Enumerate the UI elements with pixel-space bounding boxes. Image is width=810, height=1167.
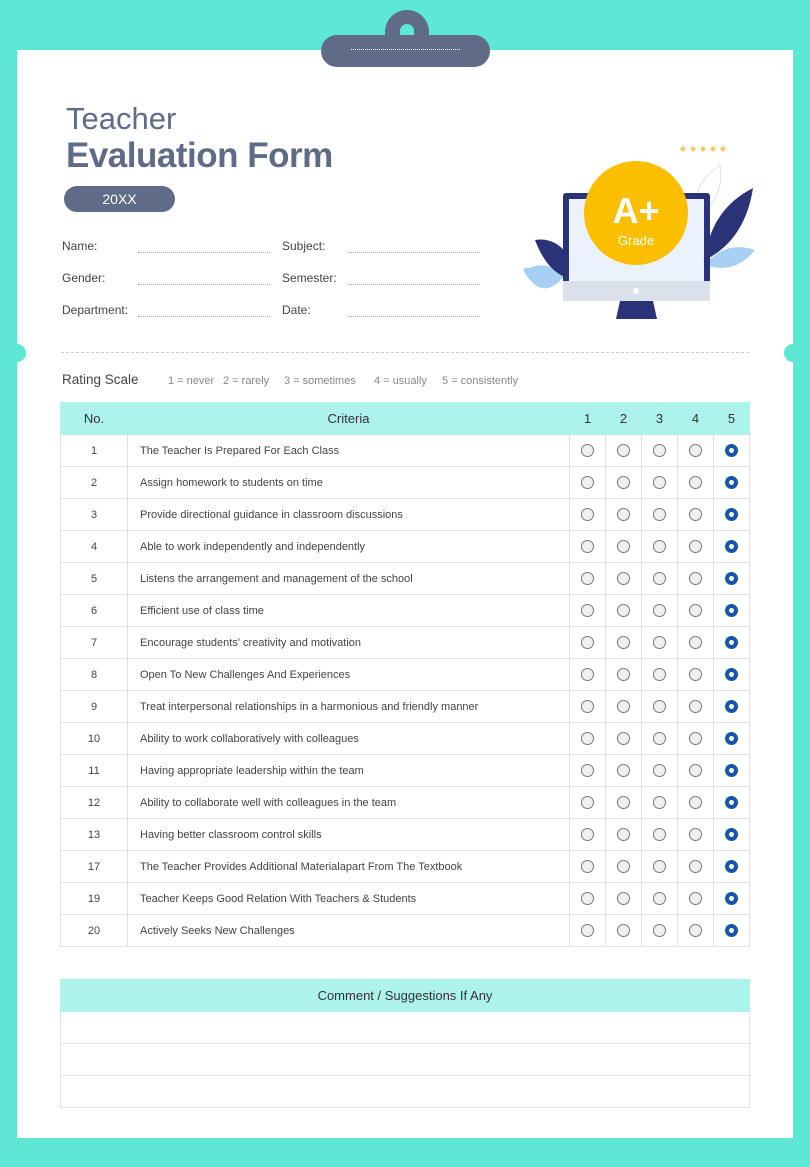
- rating-radio-1[interactable]: [581, 636, 594, 649]
- rating-radio-2[interactable]: [617, 860, 630, 873]
- rating-radio-1[interactable]: [581, 700, 594, 713]
- rating-radio-5[interactable]: [725, 444, 738, 457]
- rating-scale-item: 2 = rarely: [223, 375, 270, 387]
- rating-cell: [678, 915, 714, 947]
- rating-radio-2[interactable]: [617, 604, 630, 617]
- rating-cell: [678, 467, 714, 499]
- rating-radio-2[interactable]: [617, 892, 630, 905]
- rating-cell: [606, 499, 642, 531]
- rating-radio-5[interactable]: [725, 508, 738, 521]
- table-row: [61, 883, 750, 915]
- rating-cell: [642, 787, 678, 819]
- rating-cell: [714, 819, 750, 851]
- rating-radio-5[interactable]: [725, 540, 738, 553]
- notch-right: [784, 344, 802, 362]
- rating-radio-1[interactable]: [581, 572, 594, 585]
- rating-cell: [606, 467, 642, 499]
- rating-radio-3[interactable]: [653, 444, 666, 457]
- rating-scale-item: 5 = consistently: [442, 375, 519, 387]
- table-row: [61, 787, 750, 819]
- rating-radio-1[interactable]: [581, 828, 594, 841]
- name-field[interactable]: [138, 252, 270, 253]
- rating-cell: [642, 627, 678, 659]
- rating-cell: [642, 531, 678, 563]
- rating-cell: [678, 627, 714, 659]
- rating-cell: [570, 435, 606, 467]
- rating-cell: [714, 659, 750, 691]
- rating-cell: [606, 723, 642, 755]
- rating-radio-3[interactable]: [653, 828, 666, 841]
- rating-radio-1[interactable]: [581, 892, 594, 905]
- semester-field[interactable]: [348, 284, 480, 285]
- rating-radio-5[interactable]: [725, 764, 738, 777]
- title-line1: Teacher: [66, 101, 177, 136]
- row-number: 10: [61, 723, 128, 755]
- row-number: 13: [61, 819, 128, 851]
- rating-radio-1[interactable]: [581, 444, 594, 457]
- rating-cell: [642, 883, 678, 915]
- rating-cell: [714, 627, 750, 659]
- rating-cell: [714, 467, 750, 499]
- rating-cell: [642, 723, 678, 755]
- table-row: [61, 499, 750, 531]
- rating-cell: [642, 499, 678, 531]
- rating-radio-2[interactable]: [617, 732, 630, 745]
- rating-radio-3[interactable]: [653, 508, 666, 521]
- row-number: 19: [61, 883, 128, 915]
- rating-radio-3[interactable]: [653, 924, 666, 937]
- rating-cell: [678, 883, 714, 915]
- rating-cell: [570, 499, 606, 531]
- row-criteria: The Teacher Is Prepared For Each Class: [128, 435, 570, 467]
- rating-cell: [714, 595, 750, 627]
- rating-cell: [570, 531, 606, 563]
- rating-radio-4[interactable]: [689, 924, 702, 937]
- rating-radio-5[interactable]: [725, 700, 738, 713]
- rating-cell: [570, 659, 606, 691]
- rating-radio-1[interactable]: [581, 604, 594, 617]
- rating-cell: [678, 563, 714, 595]
- rating-radio-1[interactable]: [581, 540, 594, 553]
- header-2: 2: [606, 403, 642, 435]
- rating-cell: [678, 723, 714, 755]
- rating-radio-2[interactable]: [617, 700, 630, 713]
- row-criteria: Encourage students' creativity and motivation: [128, 627, 570, 659]
- rating-cell: [678, 755, 714, 787]
- rating-cell: [642, 915, 678, 947]
- rating-radio-3[interactable]: [653, 636, 666, 649]
- rating-cell: [714, 723, 750, 755]
- header-criteria: Criteria: [128, 403, 570, 435]
- rating-cell: [714, 755, 750, 787]
- rating-cell: [642, 851, 678, 883]
- rating-cell: [714, 787, 750, 819]
- row-criteria: Open To New Challenges And Experiences: [128, 659, 570, 691]
- header-4: 4: [678, 403, 714, 435]
- comment-line[interactable]: [61, 1012, 750, 1044]
- gender-label: Gender:: [62, 271, 106, 285]
- rating-cell: [714, 851, 750, 883]
- rating-radio-2[interactable]: [617, 924, 630, 937]
- stars-icon: [681, 147, 726, 152]
- rating-radio-1[interactable]: [581, 732, 594, 745]
- rating-cell: [714, 563, 750, 595]
- row-number: 1: [61, 435, 128, 467]
- rating-cell: [606, 595, 642, 627]
- rating-radio-2[interactable]: [617, 828, 630, 841]
- grade-label: Grade: [617, 233, 655, 248]
- rating-cell: [714, 915, 750, 947]
- rating-cell: [606, 627, 642, 659]
- rating-cell: [678, 595, 714, 627]
- rating-radio-4[interactable]: [689, 764, 702, 777]
- rating-radio-2[interactable]: [617, 508, 630, 521]
- rating-radio-5[interactable]: [725, 732, 738, 745]
- rating-radio-4[interactable]: [689, 444, 702, 457]
- header-no: No.: [61, 403, 128, 435]
- rating-cell: [570, 563, 606, 595]
- row-number: 8: [61, 659, 128, 691]
- rating-radio-4[interactable]: [689, 508, 702, 521]
- rating-radio-2[interactable]: [617, 572, 630, 585]
- rating-cell: [606, 883, 642, 915]
- rating-radio-4[interactable]: [689, 540, 702, 553]
- rating-radio-1[interactable]: [581, 860, 594, 873]
- rating-radio-5[interactable]: [725, 636, 738, 649]
- table-row: [61, 563, 750, 595]
- table-row: [61, 691, 750, 723]
- rating-radio-5[interactable]: [725, 828, 738, 841]
- rating-cell: [642, 435, 678, 467]
- rating-cell: [714, 499, 750, 531]
- table-row: [61, 659, 750, 691]
- rating-scale-item: 4 = usually: [374, 375, 427, 387]
- divider: [61, 352, 749, 353]
- rating-radio-4[interactable]: [689, 860, 702, 873]
- row-criteria: Efficient use of class time: [128, 595, 570, 627]
- rating-cell: [642, 819, 678, 851]
- rating-cell: [642, 467, 678, 499]
- row-criteria: The Teacher Provides Additional Materialapart From The Textbook: [128, 851, 570, 883]
- rating-cell: [606, 819, 642, 851]
- header-5: 5: [714, 403, 750, 435]
- rating-cell: [678, 659, 714, 691]
- rating-radio-2[interactable]: [617, 796, 630, 809]
- rating-radio-4[interactable]: [689, 572, 702, 585]
- rating-cell: [678, 499, 714, 531]
- rating-cell: [642, 659, 678, 691]
- rating-radio-2[interactable]: [617, 636, 630, 649]
- rating-radio-3[interactable]: [653, 764, 666, 777]
- rating-cell: [570, 755, 606, 787]
- grade-illustration: [505, 140, 765, 325]
- table-row: [61, 819, 750, 851]
- header-1: 1: [570, 403, 606, 435]
- rating-radio-3[interactable]: [653, 700, 666, 713]
- rating-radio-3[interactable]: [653, 540, 666, 553]
- rating-cell: [606, 691, 642, 723]
- rating-radio-5[interactable]: [725, 604, 738, 617]
- table-row: [61, 595, 750, 627]
- rating-radio-2[interactable]: [617, 540, 630, 553]
- rating-radio-1[interactable]: [581, 796, 594, 809]
- rating-radio-4[interactable]: [689, 828, 702, 841]
- rating-cell: [678, 819, 714, 851]
- row-criteria: Able to work independently and independently: [128, 531, 570, 563]
- row-number: 7: [61, 627, 128, 659]
- row-number: 6: [61, 595, 128, 627]
- row-criteria: Assign homework to students on time: [128, 467, 570, 499]
- rating-radio-5[interactable]: [725, 892, 738, 905]
- rating-radio-3[interactable]: [653, 604, 666, 617]
- grade-text: A+: [612, 190, 660, 231]
- rating-cell: [678, 531, 714, 563]
- row-number: 11: [61, 755, 128, 787]
- table-row: [61, 435, 750, 467]
- rating-cell: [714, 531, 750, 563]
- row-criteria: Having appropriate leadership within the team: [128, 755, 570, 787]
- clipboard-clip: [321, 35, 490, 67]
- rating-cell: [642, 691, 678, 723]
- rating-cell: [570, 723, 606, 755]
- year-badge: 20XX: [64, 186, 175, 212]
- rating-cell: [714, 691, 750, 723]
- table-row: [61, 755, 750, 787]
- comment-line[interactable]: [61, 1076, 750, 1108]
- rating-radio-1[interactable]: [581, 476, 594, 489]
- date-field[interactable]: [348, 316, 480, 317]
- rating-radio-1[interactable]: [581, 764, 594, 777]
- row-number: 5: [61, 563, 128, 595]
- rating-cell: [642, 755, 678, 787]
- rating-radio-3[interactable]: [653, 732, 666, 745]
- table-row: [61, 851, 750, 883]
- row-criteria: Ability to work collaboratively with colleagues: [128, 723, 570, 755]
- semester-label: Semester:: [282, 271, 337, 285]
- rating-radio-4[interactable]: [689, 668, 702, 681]
- rating-radio-3[interactable]: [653, 892, 666, 905]
- title-line2: Evaluation Form: [66, 136, 333, 175]
- row-number: 3: [61, 499, 128, 531]
- row-number: 2: [61, 467, 128, 499]
- rating-radio-3[interactable]: [653, 668, 666, 681]
- department-field[interactable]: [138, 316, 270, 317]
- comment-line[interactable]: [61, 1044, 750, 1076]
- row-criteria: Having better classroom control skills: [128, 819, 570, 851]
- rating-radio-4[interactable]: [689, 796, 702, 809]
- rating-cell: [678, 851, 714, 883]
- rating-radio-4[interactable]: [689, 732, 702, 745]
- rating-cell: [606, 563, 642, 595]
- rating-cell: [606, 531, 642, 563]
- row-number: 9: [61, 691, 128, 723]
- rating-cell: [606, 851, 642, 883]
- rating-radio-1[interactable]: [581, 668, 594, 681]
- rating-scale-item: 1 = never: [168, 375, 215, 387]
- rating-cell: [606, 435, 642, 467]
- rating-cell: [678, 691, 714, 723]
- rating-radio-5[interactable]: [725, 476, 738, 489]
- department-label: Department:: [62, 303, 129, 317]
- rating-cell: [606, 755, 642, 787]
- rating-radio-2[interactable]: [617, 444, 630, 457]
- row-criteria: Listens the arrangement and management of the school: [128, 563, 570, 595]
- rating-radio-2[interactable]: [617, 668, 630, 681]
- row-criteria: Teacher Keeps Good Relation With Teachers & Students: [128, 883, 570, 915]
- rating-radio-3[interactable]: [653, 860, 666, 873]
- row-number: 4: [61, 531, 128, 563]
- rating-cell: [606, 915, 642, 947]
- rating-radio-3[interactable]: [653, 796, 666, 809]
- evaluation-table: [60, 402, 750, 947]
- rating-cell: [714, 883, 750, 915]
- rating-radio-4[interactable]: [689, 892, 702, 905]
- table-row: [61, 531, 750, 563]
- table-row: [61, 627, 750, 659]
- rating-radio-3[interactable]: [653, 476, 666, 489]
- rating-radio-4[interactable]: [689, 604, 702, 617]
- rating-radio-2[interactable]: [617, 764, 630, 777]
- rating-radio-5[interactable]: [725, 924, 738, 937]
- rating-radio-5[interactable]: [725, 668, 738, 681]
- rating-cell: [570, 819, 606, 851]
- row-number: 20: [61, 915, 128, 947]
- rating-radio-1[interactable]: [581, 924, 594, 937]
- rating-cell: [642, 563, 678, 595]
- rating-cell: [570, 787, 606, 819]
- row-number: 12: [61, 787, 128, 819]
- rating-cell: [570, 883, 606, 915]
- rating-cell: [570, 595, 606, 627]
- comments-title: Comment / Suggestions If Any: [61, 980, 750, 1012]
- subject-label: Subject:: [282, 239, 326, 253]
- row-number: 17: [61, 851, 128, 883]
- row-criteria: Treat interpersonal relationships in a harmonious and friendly manner: [128, 691, 570, 723]
- notch-left: [8, 344, 26, 362]
- comments-table: [60, 979, 750, 1108]
- table-row: [61, 467, 750, 499]
- name-label: Name:: [62, 239, 98, 253]
- rating-cell: [570, 467, 606, 499]
- rating-cell: [714, 435, 750, 467]
- rating-radio-1[interactable]: [581, 508, 594, 521]
- table-row: [61, 723, 750, 755]
- row-criteria: Provide directional guidance in classroom discussions: [128, 499, 570, 531]
- rating-radio-2[interactable]: [617, 476, 630, 489]
- rating-scale-title: Rating Scale: [62, 372, 139, 387]
- rating-radio-4[interactable]: [689, 700, 702, 713]
- subject-field[interactable]: [348, 252, 480, 253]
- rating-cell: [606, 659, 642, 691]
- rating-cell: [570, 851, 606, 883]
- rating-radio-3[interactable]: [653, 572, 666, 585]
- rating-cell: [678, 435, 714, 467]
- rating-radio-5[interactable]: [725, 796, 738, 809]
- rating-cell: [570, 691, 606, 723]
- date-label: Date:: [282, 303, 311, 317]
- rating-radio-4[interactable]: [689, 636, 702, 649]
- rating-cell: [606, 787, 642, 819]
- row-criteria: Ability to collaborate well with colleagues in the team: [128, 787, 570, 819]
- header-3: 3: [642, 403, 678, 435]
- rating-radio-4[interactable]: [689, 476, 702, 489]
- rating-radio-5[interactable]: [725, 860, 738, 873]
- rating-cell: [678, 787, 714, 819]
- row-criteria: Actively Seeks New Challenges: [128, 915, 570, 947]
- rating-scale-item: 3 = sometimes: [284, 375, 356, 387]
- rating-cell: [642, 595, 678, 627]
- rating-cell: [570, 627, 606, 659]
- table-row: [61, 915, 750, 947]
- rating-radio-5[interactable]: [725, 572, 738, 585]
- rating-cell: [570, 915, 606, 947]
- gender-field[interactable]: [138, 284, 270, 285]
